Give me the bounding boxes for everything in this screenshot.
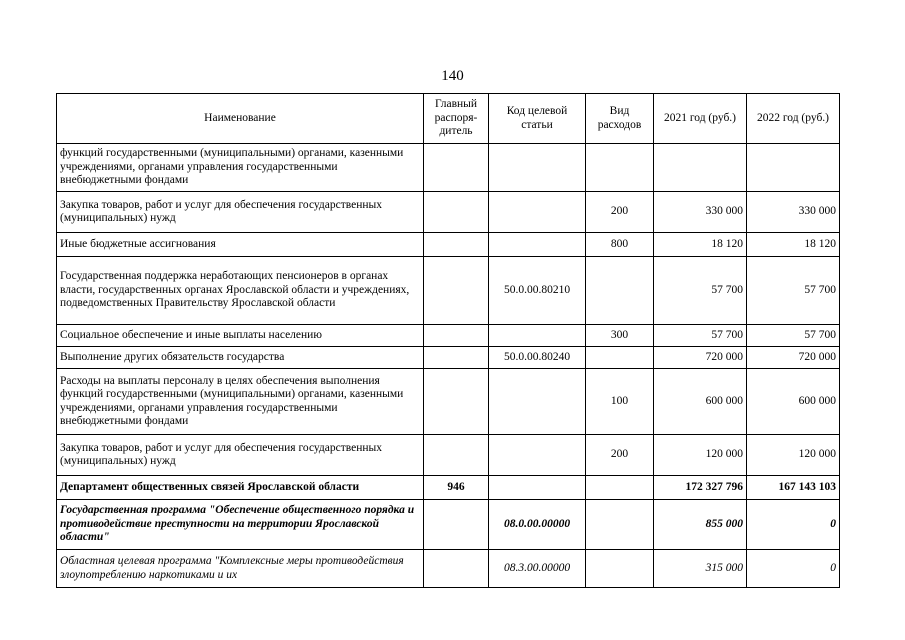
row-2022: 18 120 bbox=[747, 233, 840, 257]
row-manager bbox=[424, 144, 489, 192]
table-row bbox=[57, 369, 840, 435]
row-expense-type bbox=[586, 500, 654, 550]
table-row bbox=[57, 500, 840, 550]
table-row bbox=[57, 347, 840, 369]
row-name: Расходы на выплаты персоналу в целях обеспечения выполнения функций государственными (муниципальными) органами, казенными учреждениями, органами управления государственными внебюджетными фондами bbox=[57, 369, 424, 435]
row-name: Выполнение других обязательств государства bbox=[57, 347, 424, 369]
row-name: Закупка товаров, работ и услуг для обеспечения государственных (муниципальных) нужд bbox=[57, 435, 424, 476]
row-2022: 57 700 bbox=[747, 325, 840, 347]
row-manager bbox=[424, 233, 489, 257]
row-target-code bbox=[489, 192, 586, 233]
row-2021: 172 327 796 bbox=[654, 476, 747, 500]
row-target-code: 08.0.00.00000 bbox=[489, 500, 586, 550]
budget-table bbox=[56, 93, 840, 588]
row-manager bbox=[424, 347, 489, 369]
header-name: Наименование bbox=[57, 94, 424, 144]
table-row bbox=[57, 550, 840, 588]
row-target-code: 50.0.00.80210 bbox=[489, 257, 586, 325]
row-manager bbox=[424, 550, 489, 588]
row-target-code bbox=[489, 435, 586, 476]
header-expense-type: Вид расходов bbox=[586, 94, 654, 144]
row-2022: 720 000 bbox=[747, 347, 840, 369]
row-2022: 57 700 bbox=[747, 257, 840, 325]
table-row bbox=[57, 144, 840, 192]
row-2022: 330 000 bbox=[747, 192, 840, 233]
row-target-code bbox=[489, 369, 586, 435]
row-2021: 600 000 bbox=[654, 369, 747, 435]
row-manager bbox=[424, 500, 489, 550]
row-2021: 57 700 bbox=[654, 325, 747, 347]
row-expense-type: 300 bbox=[586, 325, 654, 347]
row-2021: 18 120 bbox=[654, 233, 747, 257]
header-2022: 2022 год (руб.) bbox=[747, 94, 840, 144]
header-2021: 2021 год (руб.) bbox=[654, 94, 747, 144]
row-expense-type bbox=[586, 347, 654, 369]
page-number: 140 bbox=[441, 68, 464, 84]
row-expense-type bbox=[586, 144, 654, 192]
row-name: Государственная программа "Обеспечение общественного порядка и противодействие преступности на территории Ярославской области" bbox=[57, 500, 424, 550]
row-name: Закупка товаров, работ и услуг для обеспечения государственных (муниципальных) нужд bbox=[57, 192, 424, 233]
row-2021 bbox=[654, 144, 747, 192]
table-row bbox=[57, 233, 840, 257]
row-manager: 946 bbox=[424, 476, 489, 500]
table-row bbox=[57, 476, 840, 500]
row-manager bbox=[424, 325, 489, 347]
row-2022 bbox=[747, 144, 840, 192]
row-2022: 0 bbox=[747, 550, 840, 588]
row-2022: 600 000 bbox=[747, 369, 840, 435]
row-2022: 120 000 bbox=[747, 435, 840, 476]
row-expense-type bbox=[586, 257, 654, 325]
table-row bbox=[57, 192, 840, 233]
row-manager bbox=[424, 192, 489, 233]
row-2021: 330 000 bbox=[654, 192, 747, 233]
row-target-code bbox=[489, 325, 586, 347]
header-target-code: Код целевой статьи bbox=[489, 94, 586, 144]
row-2021: 57 700 bbox=[654, 257, 747, 325]
row-target-code bbox=[489, 144, 586, 192]
row-2021: 120 000 bbox=[654, 435, 747, 476]
row-expense-type bbox=[586, 550, 654, 588]
row-name: Иные бюджетные ассигнования bbox=[57, 233, 424, 257]
row-target-code: 50.0.00.80240 bbox=[489, 347, 586, 369]
table-row bbox=[57, 257, 840, 325]
row-2021: 855 000 bbox=[654, 500, 747, 550]
row-target-code bbox=[489, 476, 586, 500]
row-2022: 167 143 103 bbox=[747, 476, 840, 500]
table-row bbox=[57, 435, 840, 476]
row-2022: 0 bbox=[747, 500, 840, 550]
row-target-code: 08.3.00.00000 bbox=[489, 550, 586, 588]
row-manager bbox=[424, 369, 489, 435]
row-manager bbox=[424, 257, 489, 325]
row-expense-type: 200 bbox=[586, 192, 654, 233]
row-2021: 720 000 bbox=[654, 347, 747, 369]
row-name: Социальное обеспечение и иные выплаты населению bbox=[57, 325, 424, 347]
row-expense-type bbox=[586, 476, 654, 500]
row-manager bbox=[424, 435, 489, 476]
row-name: Департамент общественных связей Ярославской области bbox=[57, 476, 424, 500]
table-row bbox=[57, 325, 840, 347]
row-expense-type: 100 bbox=[586, 369, 654, 435]
header-manager: Главный распоря- дитель bbox=[424, 94, 489, 144]
row-2021: 315 000 bbox=[654, 550, 747, 588]
row-target-code bbox=[489, 233, 586, 257]
row-name: Государственная поддержка неработающих пенсионеров в органах власти, государственных органах Ярославской области и учреждениях, подведомственных Правительству Ярославской области bbox=[57, 257, 424, 325]
row-expense-type: 800 bbox=[586, 233, 654, 257]
row-name: Областная целевая программа "Комплексные меры противодействия злоупотреблению наркотиками и их bbox=[57, 550, 424, 588]
header-row bbox=[57, 94, 840, 144]
row-expense-type: 200 bbox=[586, 435, 654, 476]
row-name: функций государственными (муниципальными) органами, казенными учреждениями, органами управления государственными внебюджетными фондами bbox=[57, 144, 424, 192]
